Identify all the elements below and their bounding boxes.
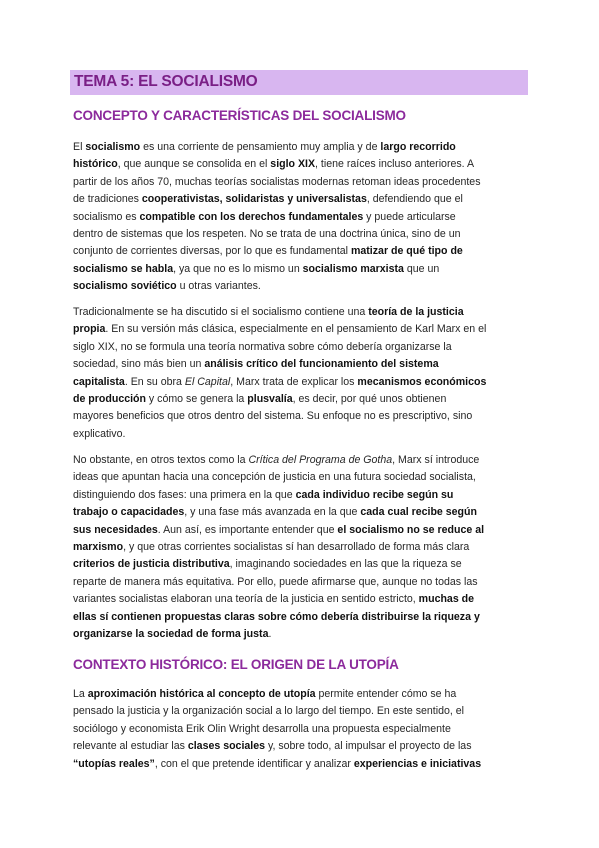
text-line: explicativo. <box>73 427 126 440</box>
text-line: histórico, que aunque se consolida en el siglo XIX, tiene raíces incluso anteriores. A <box>73 158 475 171</box>
text-line: siglo XIX, no se formula una teoría normativa sobre cómo debería organizarse la <box>73 340 452 353</box>
title-bar <box>70 70 528 95</box>
section-heading-contexto: CONTEXTO HISTÓRICO: EL ORIGEN DE LA UTOPÍA <box>73 657 399 672</box>
text-line: No obstante, en otros textos como la Crítica del Programa de Gotha, Marx sí introduce <box>73 454 480 466</box>
paragraph-1 <box>73 139 528 296</box>
page-title: TEMA 5: EL SOCIALISMO <box>74 73 258 90</box>
text-line: ellas sí contienen propuestas claras sobre cómo debería distribuirse la riqueza y <box>73 610 480 623</box>
text-line: sus necesidades. Aun así, es importante entender que el socialismo no se reduce al <box>73 523 485 536</box>
text-line: La aproximación histórica al concepto de utopía permite entender cómo se ha <box>73 688 457 700</box>
text-line: socialismo se habla, ya que no es lo mismo un socialismo marxista que un <box>73 262 440 275</box>
text-line: sociólogo y economista Erik Olin Wright desarrolla una propuesta especialmente <box>73 722 451 735</box>
text-line: reparte de manera más equitativa. Por ello, puede afirmarse que, aunque no todas las <box>73 575 478 588</box>
text-line: trabajo o capacidades, y una fase más avanzada en la que cada cual recibe según <box>73 506 477 519</box>
paragraph-4 <box>73 686 528 773</box>
paragraph-2 <box>73 304 528 443</box>
text-line: organizarse la sociedad de forma justa. <box>73 627 272 640</box>
text-line: de tradiciones cooperativistas, solidaristas y universalistas, defendiendo que el <box>73 193 463 206</box>
text-line: variantes socialistas elaboran una teoría de la justicia en sentido estricto, muchas de <box>73 593 475 606</box>
text-line: partir de los años 70, muchas teorías socialistas modernas retoman ideas procedentes <box>73 175 481 188</box>
paragraph-3 <box>73 452 528 643</box>
text-line: mayores beneficios que otros dentro del sistema. Su enfoque no es prescriptivo, sino <box>73 410 473 423</box>
section-heading-concepto: CONCEPTO Y CARACTERÍSTICAS DEL SOCIALISMO <box>73 108 406 123</box>
text-line: pensado la justicia y la organización social a lo largo del tiempo. En este sentido, el <box>73 705 465 718</box>
text-line: socialismo soviético u otras variantes. <box>73 280 261 293</box>
text-line: criterios de justicia distributiva, imaginando sociedades en las que la riqueza se <box>73 558 462 571</box>
text-line: marxismo, y que otras corrientes socialistas sí han desarrollado de forma más clara <box>73 540 470 553</box>
text-line: propia. En su versión más clásica, especialmente en el pensamiento de Karl Marx en el <box>73 323 487 336</box>
text-line: distinguiendo dos fases: una primera en la que cada individuo recibe según su <box>73 488 454 501</box>
text-line: dentro de sistemas que los respeten. No se trata de una doctrina única, sino de un <box>73 227 461 240</box>
text-line: relevante al estudiar las clases sociales y, sobre todo, al impulsar el proyecto de las <box>73 740 472 753</box>
text-line: ideas que apuntan hacia una concepción de justicia en una futura sociedad socialista, <box>73 471 476 484</box>
text-line: “utopías reales”, con el que pretende identificar y analizar experiencias e iniciativas <box>73 757 482 770</box>
text-line: sociedad, sino más bien un análisis crítico del funcionamiento del sistema <box>73 358 439 371</box>
text-line: El socialismo es una corriente de pensamiento muy amplia y de largo recorrido <box>73 141 456 153</box>
text-line: socialismo es compatible con los derechos fundamentales y puede articularse <box>73 210 456 223</box>
text-line: Tradicionalmente se ha discutido si el socialismo contiene una teoría de la justicia <box>73 306 464 318</box>
text-line: capitalista. En su obra El Capital, Marx trata de explicar los mecanismos económicos <box>73 375 487 388</box>
text-line: de producción y cómo se genera la plusvalía, es decir, por qué unos obtienen <box>73 392 447 405</box>
text-line: conjunto de corrientes diversas, por lo que es fundamental matizar de qué tipo de <box>73 245 463 258</box>
